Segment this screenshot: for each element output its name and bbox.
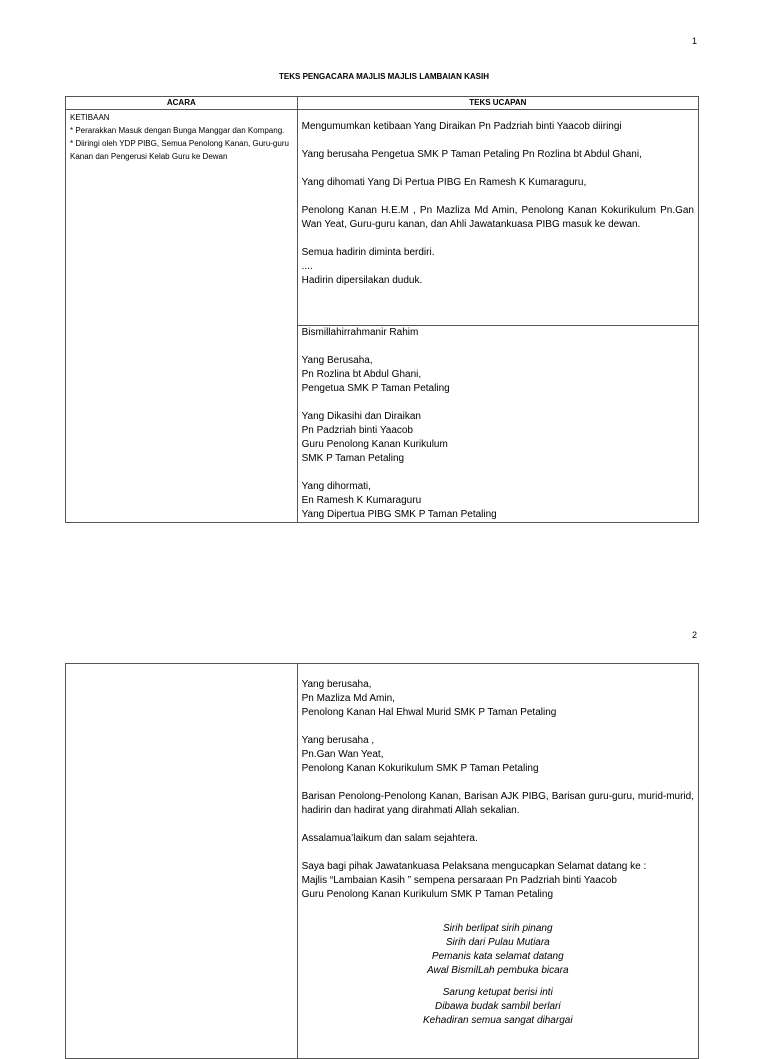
speech-line: Saya bagi pihak Jawatankuasa Pelaksana mengucapkan Selamat datang ke : — [301, 861, 647, 872]
speech-line: En Ramesh K Kumaraguru — [301, 495, 422, 506]
pantun-verse-1 — [302, 922, 694, 978]
speech-line: Guru Penolong Kanan Kurikulum — [301, 439, 448, 450]
pantun-verse-2 — [302, 986, 694, 1028]
speech-line: Yang Berusaha, — [301, 355, 373, 366]
speech-line: Pn Mazliza Md Amin, — [301, 693, 395, 704]
speech-line: Yang berusaha, — [301, 679, 372, 690]
pantun-line: Sarung ketupat berisi inti — [442, 987, 553, 998]
acara-item: * Perarakkan Masuk dengan Bunga Manggar dan Kompang. — [70, 126, 285, 135]
speech-paragraph: Hadirin dipersilakan duduk. — [301, 275, 423, 286]
speech-line: Barisan Penolong-Penolong Kanan, Barisan AJK PIBG, Barisan guru-guru, murid-murid, hadirin dan hadirat yang dirahmati Allah sekalian. — [301, 791, 694, 816]
speech-paragraph: .... — [301, 261, 313, 272]
speech-paragraph: Yang berusaha Pengetua SMK P Taman Petaling Pn Rozlina bt Abdul Ghani, — [301, 149, 642, 160]
page-number-2: 2 — [692, 630, 698, 640]
speech-line: Yang Dipertua PIBG SMK P Taman Petaling — [301, 509, 497, 520]
speech-paragraph: Mengumumkan ketibaan Yang Diraikan Pn Padzriah binti Yaacob diiringi — [301, 121, 622, 132]
pantun-line: Sirih berlipat sirih pinang — [443, 923, 553, 934]
acara-heading: KETIBAAN — [70, 113, 110, 122]
acara-cell-empty — [66, 664, 298, 1059]
speech-line: Pn Rozlina bt Abdul Ghani, — [301, 369, 422, 380]
speech-line: Yang Dikasihi dan Diraikan — [301, 411, 421, 422]
column-header-teks-ucapan: TEKS UCAPAN — [297, 97, 698, 110]
speech-line: Guru Penolong Kanan Kurikulum SMK P Taman Petaling — [301, 889, 554, 900]
speech-line: SMK P Taman Petaling — [301, 453, 405, 464]
speech-paragraph: Penolong Kanan H.E.M , Pn Mazliza Md Amin, Penolong Kanan Kokurikulum Pn.Gan Wan Yeat, Guru-guru kanan, dan Ahli Jawatankuasa PIBG masuk ke dewan. — [301, 205, 694, 230]
speech-line: Penolong Kanan Kokurikulum SMK P Taman Petaling — [301, 763, 539, 774]
speech-paragraph: Semua hadirin diminta berdiri. — [301, 247, 435, 258]
teks-cell-ketibaan — [297, 110, 698, 326]
pantun-line: Dibawa budak sambil berlari — [434, 1001, 561, 1012]
pantun-line: Kehadiran semua sangat dihargai — [423, 1015, 573, 1026]
speech-line: Pn Padzriah binti Yaacob — [301, 425, 413, 436]
page-number-1: 1 — [692, 36, 698, 46]
acara-cell-ketibaan — [66, 110, 298, 523]
teks-cell-salutation — [297, 326, 698, 523]
speech-line: Bismillahirrahmanir Rahim — [301, 327, 419, 338]
speech-line: Assalamua’laikum dan salam sejahtera. — [301, 833, 478, 844]
speech-paragraph: Yang dihomati Yang Di Pertua PIBG En Ramesh K Kumaraguru, — [301, 177, 587, 188]
program-table-page1 — [65, 96, 699, 523]
pantun-line: Awal BismilLah pembuka bicara — [427, 965, 569, 976]
speech-line: Penolong Kanan Hal Ehwal Murid SMK P Taman Petaling — [301, 707, 557, 718]
speech-line: Pengetua SMK P Taman Petaling — [301, 383, 450, 394]
column-header-acara: ACARA — [66, 97, 298, 110]
document-title: TEKS PENGACARA MAJLIS MAJLIS LAMBAIAN KASIH — [279, 72, 489, 81]
speech-line: Yang dihormati, — [301, 481, 371, 492]
teks-cell-welcome — [297, 664, 698, 1059]
acara-item: * Diiringi oleh YDP PIBG, Semua Penolong Kanan, Guru-guru Kanan dan Pengerusi Kelab Guru ke Dewan — [70, 139, 289, 161]
speech-line: Pn.Gan Wan Yeat, — [301, 749, 384, 760]
speech-line: Yang berusaha , — [301, 735, 375, 746]
pantun-line: Pemanis kata selamat datang — [431, 951, 564, 962]
pantun-line: Sirih dari Pulau Mutiara — [445, 937, 550, 948]
speech-line: Majlis “Lambaian Kasih ” sempena persaraan Pn Padzriah binti Yaacob — [301, 875, 617, 886]
program-table-page2 — [65, 663, 699, 1059]
